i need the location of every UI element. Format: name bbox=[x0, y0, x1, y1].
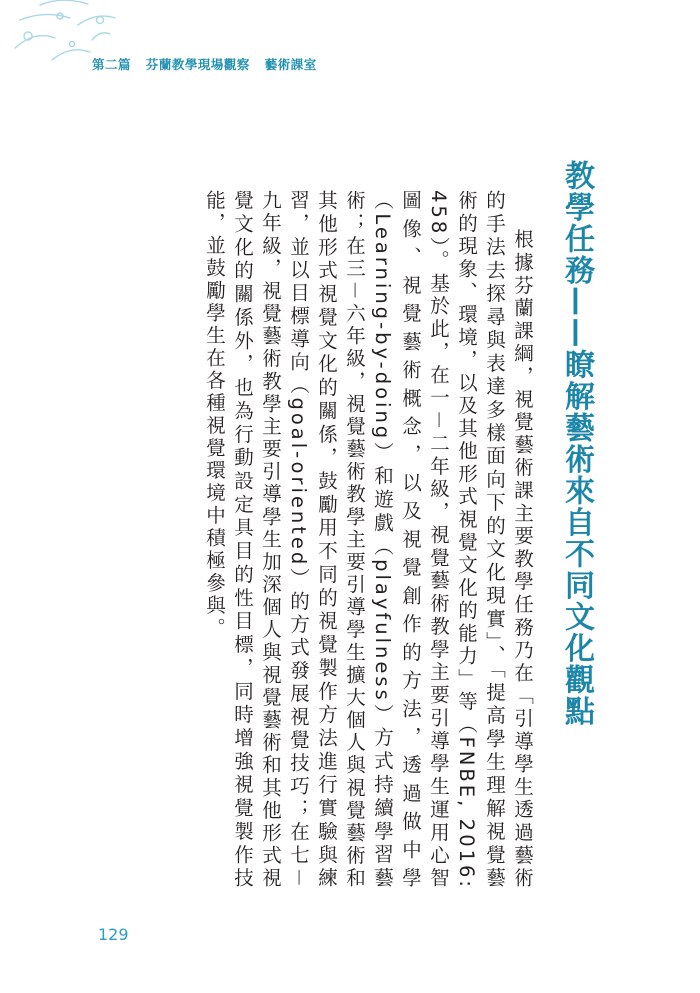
running-head-part: 第二篇 bbox=[92, 57, 132, 72]
section-heading: 教學任務——瞭解藝術來自不同文化觀點 bbox=[559, 160, 594, 727]
body-text bbox=[196, 190, 536, 890]
running-head-section: 藝術課室 bbox=[264, 57, 317, 72]
running-head bbox=[92, 55, 327, 73]
body-paragraph: 根據芬蘭課綱，視覺藝術課主要教學任務乃在「引導學生透過藝術的手法去探尋與表達多樣面向下的文化現實」、「提高學生理解視覺藝術的現象、環境，以及其他形式視覺文化的能力」等（FNBE, 2016: 458）。基於此，在一－二年級，視覺藝術教學主要引導學生運用心智圖像、視覺藝術概念，以及視覺創作的方法，透過做中學（Learning-by-doing）和遊戲（playfulness）方式持續學習藝術；在三－六年級，視覺藝術教學主要引導學生擴大個人與視覺藝術和其他形式視覺文化的關係，鼓勵用不同的視覺製作方法進行實驗與練習，並以目標導向（goal-oriented）的方式發展視覺技巧；在七－九年級，視覺藝術教學主要引導學生加深個人與視覺藝術和其他形式視覺文化的關係外，也為行動設定具目的性目標，同時增強視覺製作技能，並鼓勵學生在各種視覺環境中積極參與。 bbox=[203, 190, 534, 890]
page-number: 129 bbox=[98, 925, 129, 944]
running-head-chapter: 芬蘭教學現場觀察 bbox=[145, 57, 250, 72]
